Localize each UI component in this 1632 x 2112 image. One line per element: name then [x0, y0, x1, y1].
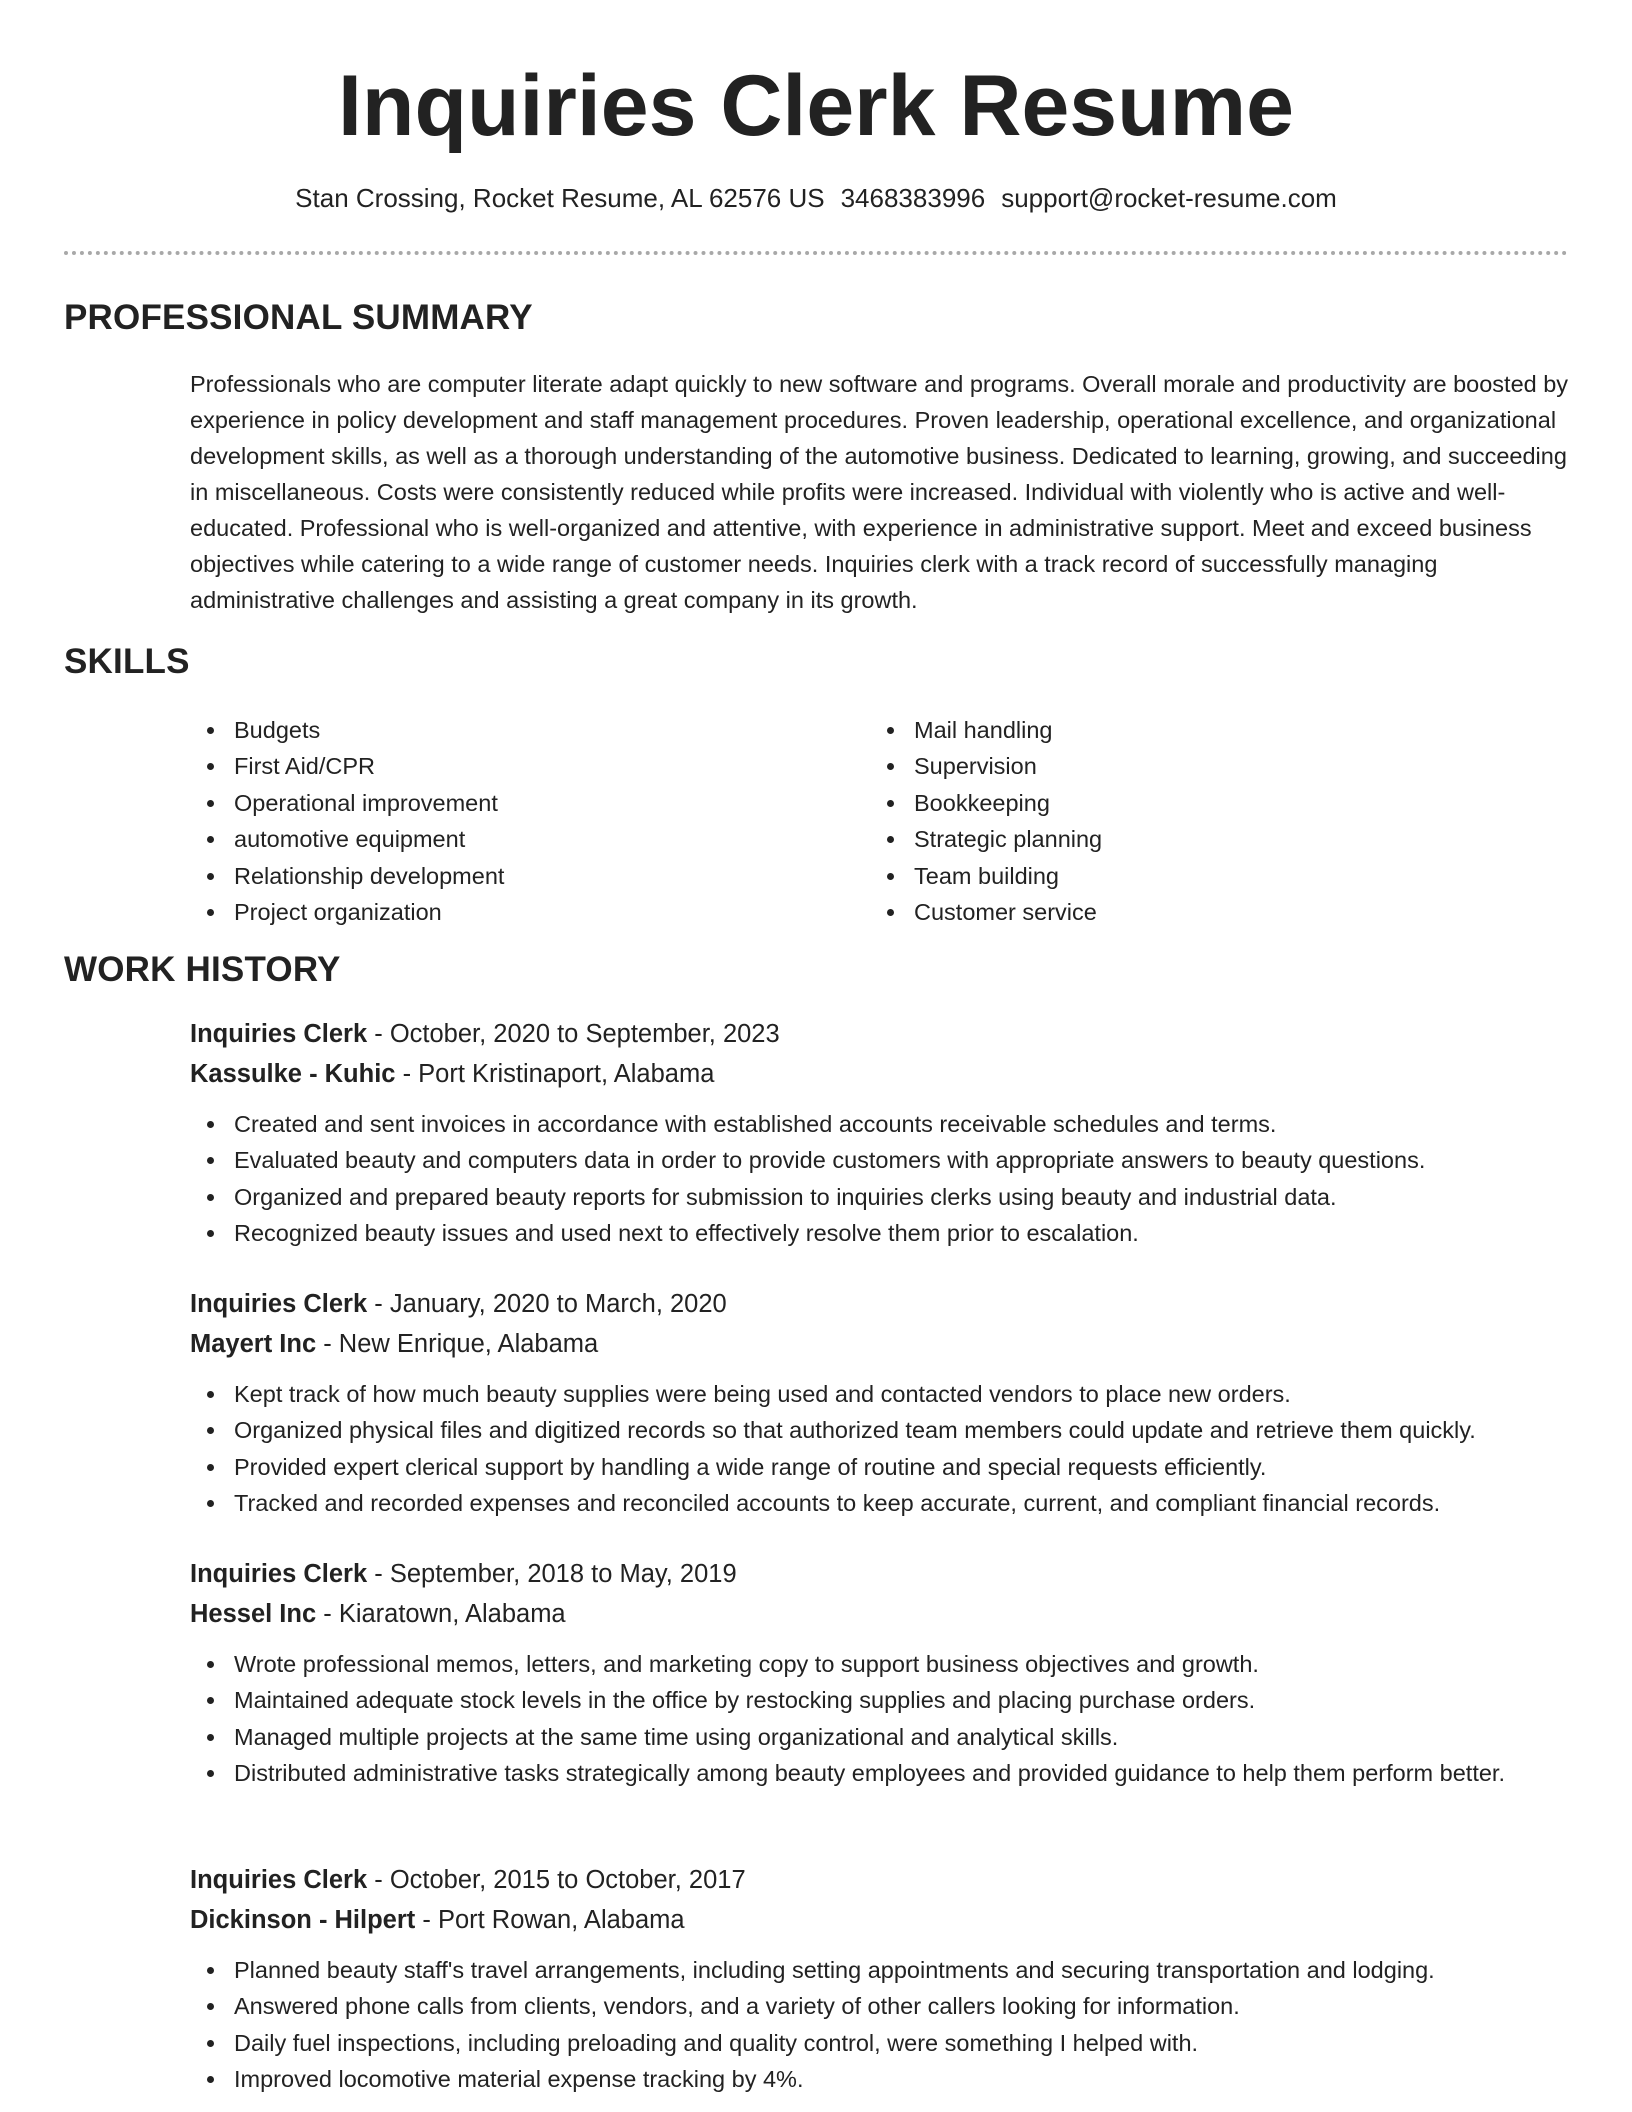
job-bullet: Distributed administrative tasks strategically among beauty employees and provided guidance to help them perform better. — [190, 1755, 1570, 1791]
job-company-line — [190, 1594, 1570, 1634]
job-company-line — [190, 1054, 1570, 1094]
job-location: - Port Rowan, Alabama — [415, 1906, 685, 1934]
skill-item: Budgets — [190, 712, 870, 748]
job-location: - Port Kristinaport, Alabama — [395, 1060, 715, 1088]
job-bullet: Improved locomotive material expense tracking by 4%. — [190, 2061, 1570, 2097]
skill-item: First Aid/CPR — [190, 748, 870, 784]
job-bullet: Managed multiple projects at the same time using organizational and analytical skills. — [190, 1719, 1570, 1755]
skills-list — [190, 712, 1570, 930]
job-dates: - October, 2015 to October, 2017 — [367, 1866, 746, 1894]
job-bullet: Answered phone calls from clients, vendors, and a variety of other callers looking for information. — [190, 1988, 1570, 2024]
job-location: - Kiaratown, Alabama — [316, 1600, 566, 1628]
summary-text: Professionals who are computer literate adapt quickly to new software and programs. Overall morale and productivity are boosted by experience in policy development and staff management procedures. Proven leadership, operational excellence, and organizational development skills, as well as a thorough understanding of the automotive business. Dedicated to learning, growing, and succeeding in miscellaneous. Costs were consistently reduced while profits were increased. Individual with violently who is active and well-educated. Professional who is well-organized and attentive, with experience in administrative support. Meet and exceed business objectives while catering to a wide range of customer needs. Inquiries clerk with a track record of successfully managing administrative challenges and assisting a great company in its growth. — [190, 371, 1569, 613]
skill-item: Relationship development — [190, 858, 870, 894]
skills-column-left — [190, 712, 870, 930]
contact-line — [0, 180, 1632, 216]
skill-item: automotive equipment — [190, 821, 870, 857]
job-location: - New Enrique, Alabama — [316, 1330, 599, 1358]
contact-phone: 3468383996 — [840, 183, 986, 213]
job-role: Inquiries Clerk — [190, 1560, 368, 1588]
skill-item: Mail handling — [870, 712, 1550, 748]
job-dates: - October, 2020 to September, 2023 — [367, 1020, 780, 1048]
job-company-line — [190, 1324, 1570, 1364]
resume-title: Inquiries Clerk Resume — [338, 58, 1294, 154]
job-bullet: Tracked and recorded expenses and reconciled accounts to keep accurate, current, and compliant financial records. — [190, 1485, 1570, 1521]
skill-item: Customer service — [870, 894, 1550, 930]
skill-item: Team building — [870, 858, 1550, 894]
job-bullet: Evaluated beauty and computers data in order to provide customers with appropriate answers to beauty questions. — [190, 1142, 1570, 1178]
job-title-line — [190, 1554, 1570, 1594]
work-history-heading: WORK HISTORY — [64, 950, 341, 989]
job-entry — [190, 1554, 1570, 1792]
skill-item: Operational improvement — [190, 785, 870, 821]
job-dates: - January, 2020 to March, 2020 — [367, 1290, 727, 1318]
job-bullet: Organized and prepared beauty reports for submission to inquiries clerks using beauty and industrial data. — [190, 1179, 1570, 1215]
job-company-line — [190, 1900, 1570, 1940]
job-title-line — [190, 1014, 1570, 1054]
summary-heading: PROFESSIONAL SUMMARY — [64, 298, 533, 337]
job-bullet: Wrote professional memos, letters, and marketing copy to support business objectives and growth. — [190, 1646, 1570, 1682]
job-company: Mayert Inc — [190, 1330, 317, 1358]
header-divider — [64, 251, 1568, 255]
skill-item: Supervision — [870, 748, 1550, 784]
job-company: Kassulke - Kuhic — [190, 1060, 396, 1088]
skill-item: Bookkeeping — [870, 785, 1550, 821]
job-bullet: Recognized beauty issues and used next to effectively resolve them prior to escalation. — [190, 1215, 1570, 1251]
skills-heading: SKILLS — [64, 642, 190, 681]
job-bullet: Maintained adequate stock levels in the office by restocking supplies and placing purchase orders. — [190, 1682, 1570, 1718]
job-title-line — [190, 1860, 1570, 1900]
skills-column-right — [870, 712, 1550, 930]
job-role: Inquiries Clerk — [190, 1866, 368, 1894]
job-title-line — [190, 1284, 1570, 1324]
job-bullet: Created and sent invoices in accordance with established accounts receivable schedules and terms. — [190, 1106, 1570, 1142]
job-company: Hessel Inc — [190, 1600, 317, 1628]
job-bullets — [190, 1646, 1570, 1792]
job-bullet: Provided expert clerical support by handling a wide range of routine and special requests efficiently. — [190, 1449, 1570, 1485]
job-role: Inquiries Clerk — [190, 1290, 368, 1318]
job-company: Dickinson - Hilpert — [190, 1906, 416, 1934]
contact-address: Stan Crossing, Rocket Resume, AL 62576 US — [295, 183, 825, 213]
job-bullets — [190, 1952, 1570, 2098]
job-bullet: Daily fuel inspections, including preloading and quality control, were something I helped with. — [190, 2025, 1570, 2061]
job-dates: - September, 2018 to May, 2019 — [367, 1560, 737, 1588]
job-role: Inquiries Clerk — [190, 1020, 368, 1048]
job-bullet: Planned beauty staff's travel arrangements, including setting appointments and securing transportation and lodging. — [190, 1952, 1570, 1988]
skill-item: Project organization — [190, 894, 870, 930]
job-entry — [190, 1860, 1570, 2098]
job-bullet: Kept track of how much beauty supplies were being used and contacted vendors to place new orders. — [190, 1376, 1570, 1412]
job-bullets — [190, 1106, 1570, 1252]
job-bullets — [190, 1376, 1570, 1522]
job-bullet: Organized physical files and digitized records so that authorized team members could update and retrieve them quickly. — [190, 1412, 1570, 1448]
job-entry — [190, 1014, 1570, 1252]
contact-email: support@rocket-resume.com — [1001, 183, 1337, 213]
job-entry — [190, 1284, 1570, 1522]
skill-item: Strategic planning — [870, 821, 1550, 857]
